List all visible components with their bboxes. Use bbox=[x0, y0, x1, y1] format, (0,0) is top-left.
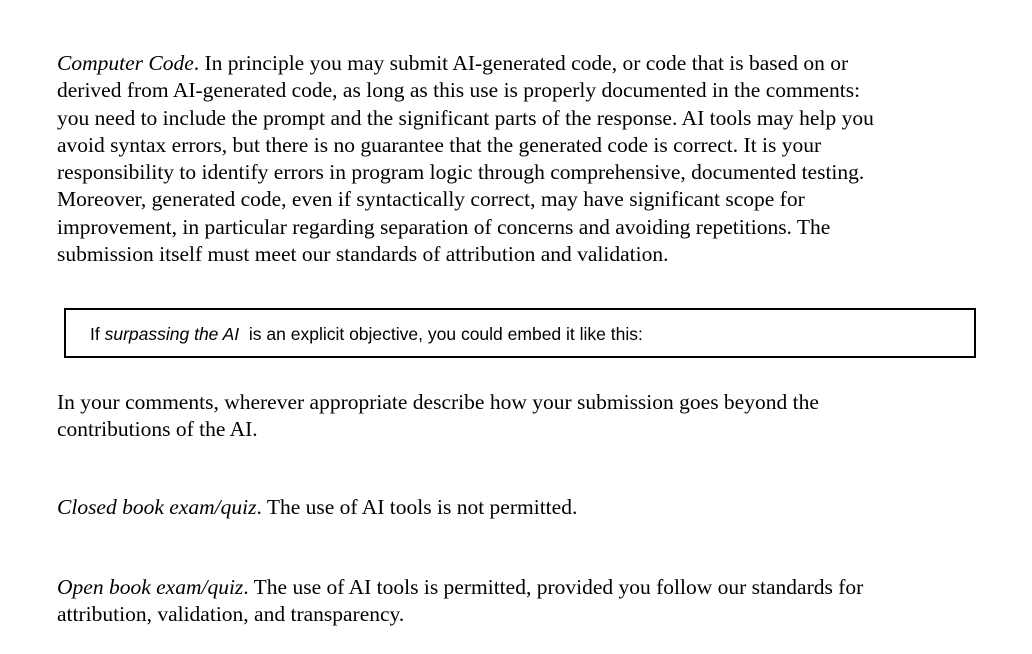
paragraph-line: responsibility to identify errors in program logic through comprehensive, documented testing. bbox=[57, 160, 865, 185]
callout-box bbox=[64, 308, 976, 358]
closed-book-paragraph bbox=[57, 494, 577, 521]
computer-code-paragraph bbox=[57, 50, 874, 268]
paragraph-line: contributions of the AI. bbox=[57, 417, 258, 442]
paragraph-line: avoid syntax errors, but there is no guarantee that the generated code is correct. It is your bbox=[57, 132, 822, 157]
paragraph-line: attribution, validation, and transparency. bbox=[57, 602, 405, 627]
callout-text: If surpassing the AI is an explicit objective, you could embed it like this: bbox=[90, 324, 643, 344]
paragraph-line: Moreover, generated code, even if syntactically correct, may have significant scope for bbox=[57, 187, 805, 212]
paragraph-line: In your comments, wherever appropriate describe how your submission goes beyond the bbox=[57, 390, 819, 414]
paragraph-line: you need to include the prompt and the significant parts of the response. AI tools may help you bbox=[57, 105, 874, 130]
comments-paragraph bbox=[57, 389, 819, 444]
closed-book-heading: Closed book exam/quiz bbox=[57, 495, 257, 519]
paragraph-line: Closed book exam/quiz. The use of AI tools is not permitted. bbox=[57, 495, 578, 519]
paragraph-line: Computer Code. In principle you may submit AI-generated code, or code that is based on or bbox=[57, 51, 849, 75]
open-book-heading: Open book exam/quiz bbox=[57, 575, 244, 599]
paragraph-line: Open book exam/quiz. The use of AI tools is permitted, provided you follow our standards for bbox=[57, 575, 864, 599]
callout-emphasis: surpassing the AI bbox=[104, 324, 240, 344]
computer-code-heading: Computer Code bbox=[57, 51, 194, 75]
paragraph-line: submission itself must meet our standards of attribution and validation. bbox=[57, 242, 669, 267]
open-book-paragraph bbox=[57, 574, 863, 629]
paragraph-line: improvement, in particular regarding separation of concerns and avoiding repetitions. The bbox=[57, 214, 831, 239]
paragraph-line: derived from AI-generated code, as long as this use is properly documented in the comments: bbox=[57, 78, 861, 103]
